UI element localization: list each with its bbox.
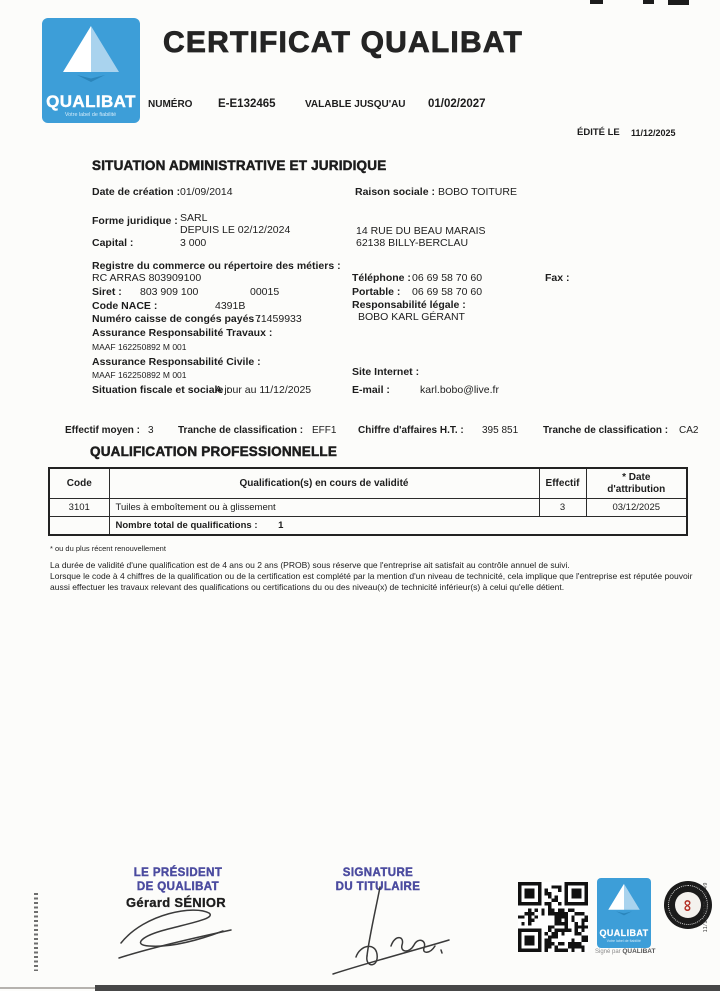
code-nace-value: 4391B	[215, 300, 246, 312]
signed-by-brand: QUALIBAT	[622, 948, 656, 955]
president-title-line2: DE QUALIBAT	[136, 881, 220, 894]
cell-date: 03/12/2025	[586, 499, 687, 517]
legal-line-3: aussi effectuer les travaux relevant des qualifications ou certifications du ou des niveau(x) de technicité inférieur(s) à celui qu'elle détient.	[50, 582, 565, 592]
assurance-travaux-label: Assurance Responsabilité Travaux :	[92, 327, 273, 339]
portable-value: 06 69 58 70 60	[412, 286, 483, 298]
siret-value-2: 00015	[250, 286, 280, 298]
tranche-ca-label: Tranche de classification :	[543, 425, 669, 436]
tranche-eff-label: Tranche de classification :	[178, 425, 304, 436]
col-header-effectif: Effectif	[539, 468, 586, 499]
raison-sociale-value: BOBO TOITURE	[438, 186, 517, 198]
titulaire-title-line2: DU TITULAIRE	[335, 881, 421, 894]
legal-line-1: La durée de validité d'une qualification est de 4 ans ou 2 ans (PROB) sous réserve que l'entreprise ait satisfait au contrôle annuel de suivi.	[50, 560, 570, 570]
address-line1: 14 RUE DU BEAU MARAIS	[356, 225, 486, 237]
siret-value-1: 803 909 100	[140, 286, 199, 298]
conges-label: Numéro caisse de congés payés :	[92, 313, 261, 325]
president-title	[118, 866, 238, 895]
forme-depuis: DEPUIS LE 02/12/2024	[180, 224, 291, 236]
pyramid-icon	[606, 882, 642, 916]
fax-label: Fax :	[545, 272, 570, 284]
titulaire-signature	[325, 884, 453, 978]
conges-value: 71459933	[255, 313, 302, 325]
scan-artifact-microtext	[34, 893, 38, 971]
assurance-travaux-value: MAAF 162250892 M 001	[92, 342, 187, 352]
tranche-ca-value: CA2	[679, 425, 699, 436]
assurance-civile-value: MAAF 162250892 M 001	[92, 370, 187, 380]
signed-by-caption	[595, 948, 655, 955]
scan-artifact	[643, 0, 654, 4]
numero-value: E-E132465	[218, 98, 276, 110]
raison-sociale-label: Raison sociale :	[355, 186, 435, 198]
site-internet-label: Site Internet :	[352, 366, 420, 378]
president-title-line1: LE PRÉSIDENT	[133, 867, 223, 879]
total-label: Nombre total de qualifications :	[115, 520, 258, 531]
president-signature	[115, 903, 240, 965]
code-nace-label: Code NACE :	[92, 300, 158, 312]
col-header-code: Code	[49, 468, 109, 499]
edite-value: 11/12/2025	[631, 128, 676, 138]
col-header-qualification: Qualification(s) en cours de validité	[109, 468, 539, 499]
cell-total	[109, 517, 687, 536]
telephone-value: 06 69 58 70 60	[412, 272, 483, 284]
email-label: E-mail :	[352, 384, 390, 396]
fiscale-value: A jour au 11/12/2025	[215, 384, 312, 396]
address-line2: 62138 BILLY-BERCLAU	[356, 237, 469, 249]
tranche-eff-value: EFF1	[312, 425, 337, 436]
col-header-date: * Date d'attribution	[586, 468, 687, 499]
capital-value: 3 000	[180, 237, 207, 249]
qr-code	[518, 882, 588, 952]
siret-label: Siret :	[92, 286, 122, 298]
date-creation-label: Date de création :	[92, 186, 181, 198]
forme-juridique-label: Forme juridique :	[92, 215, 178, 227]
chiffre-affaires-value: 395 851	[482, 425, 519, 436]
seal-core	[675, 892, 701, 918]
scan-artifact-bottom-bar	[95, 985, 720, 991]
edite-label: ÉDITÉ LE	[577, 127, 620, 138]
cell-empty	[49, 517, 109, 536]
valable-label: VALABLE JUSQU'AU	[305, 99, 406, 110]
table-footnote: * ou du plus récent renouvellement	[50, 544, 166, 553]
logo-brand: QUALIBAT	[46, 92, 136, 111]
capital-label: Capital :	[92, 237, 134, 249]
president-name: Gérard SÉNIOR	[126, 895, 226, 910]
chiffre-affaires-label: Chiffre d'affaires H.T. :	[358, 425, 464, 436]
qualibat-logo	[42, 18, 140, 123]
qualification-section-heading: QUALIFICATION PROFESSIONNELLE	[90, 444, 338, 459]
signature-timestamp: 11/12/2025 09:49	[703, 882, 709, 933]
telephone-label: Téléphone :	[352, 272, 411, 284]
admin-section-heading: SITUATION ADMINISTRATIVE ET JURIDIQUE	[92, 158, 387, 173]
legal-line-2: Lorsque le code à 4 chiffres de la qualification ou de la certification est complété par la mention d'un niveau de technicité, cela implique que l'entreprise est réputée pouvoir	[50, 571, 693, 581]
pyramid-icon	[59, 24, 123, 82]
registre-label: Registre du commerce ou répertoire des métiers :	[92, 260, 341, 272]
infinity-icon: ∞	[678, 898, 698, 912]
cell-qualification: Tuiles à emboîtement ou à glissement	[109, 499, 539, 517]
qualification-table	[48, 467, 688, 536]
logo-brand: QUALIBAT	[599, 928, 649, 938]
resp-legale-value: BOBO KARL GÉRANT	[358, 311, 465, 323]
fiscale-label: Situation fiscale et sociale :	[92, 384, 230, 396]
effectif-moyen-label: Effectif moyen :	[65, 425, 141, 436]
document-title: CERTIFICAT QUALIBAT	[163, 26, 523, 59]
resp-legale-label: Responsabilité légale :	[352, 299, 466, 311]
effectif-moyen-value: 3	[148, 425, 154, 436]
table-total-row	[49, 517, 687, 536]
registre-value: RC ARRAS 803909100	[92, 272, 202, 284]
date-creation-value: 01/09/2014	[180, 186, 233, 198]
logo-tagline: Votre label de fiabilité	[606, 938, 642, 944]
cell-effectif: 3	[539, 499, 586, 517]
qualibat-seal-logo	[597, 878, 651, 948]
logo-tagline: Votre label de fiabilité	[65, 112, 117, 118]
signed-by-text: Signé par	[595, 949, 621, 955]
forme-juridique-value: SARL	[180, 212, 208, 224]
numero-label: NUMÉRO	[148, 99, 193, 110]
scan-artifact	[590, 0, 603, 4]
valable-value: 01/02/2027	[428, 98, 486, 110]
portable-label: Portable :	[352, 286, 401, 298]
table-row	[49, 499, 687, 517]
total-value: 1	[278, 520, 284, 531]
table-header-row	[49, 468, 687, 499]
cell-code: 3101	[49, 499, 109, 517]
scan-artifact-bottom-line	[0, 987, 95, 989]
email-value: karl.bobo@live.fr	[420, 384, 499, 396]
titulaire-title-line1: SIGNATURE	[342, 867, 414, 879]
assurance-civile-label: Assurance Responsabilité Civile :	[92, 356, 261, 368]
scan-artifact	[668, 0, 689, 5]
